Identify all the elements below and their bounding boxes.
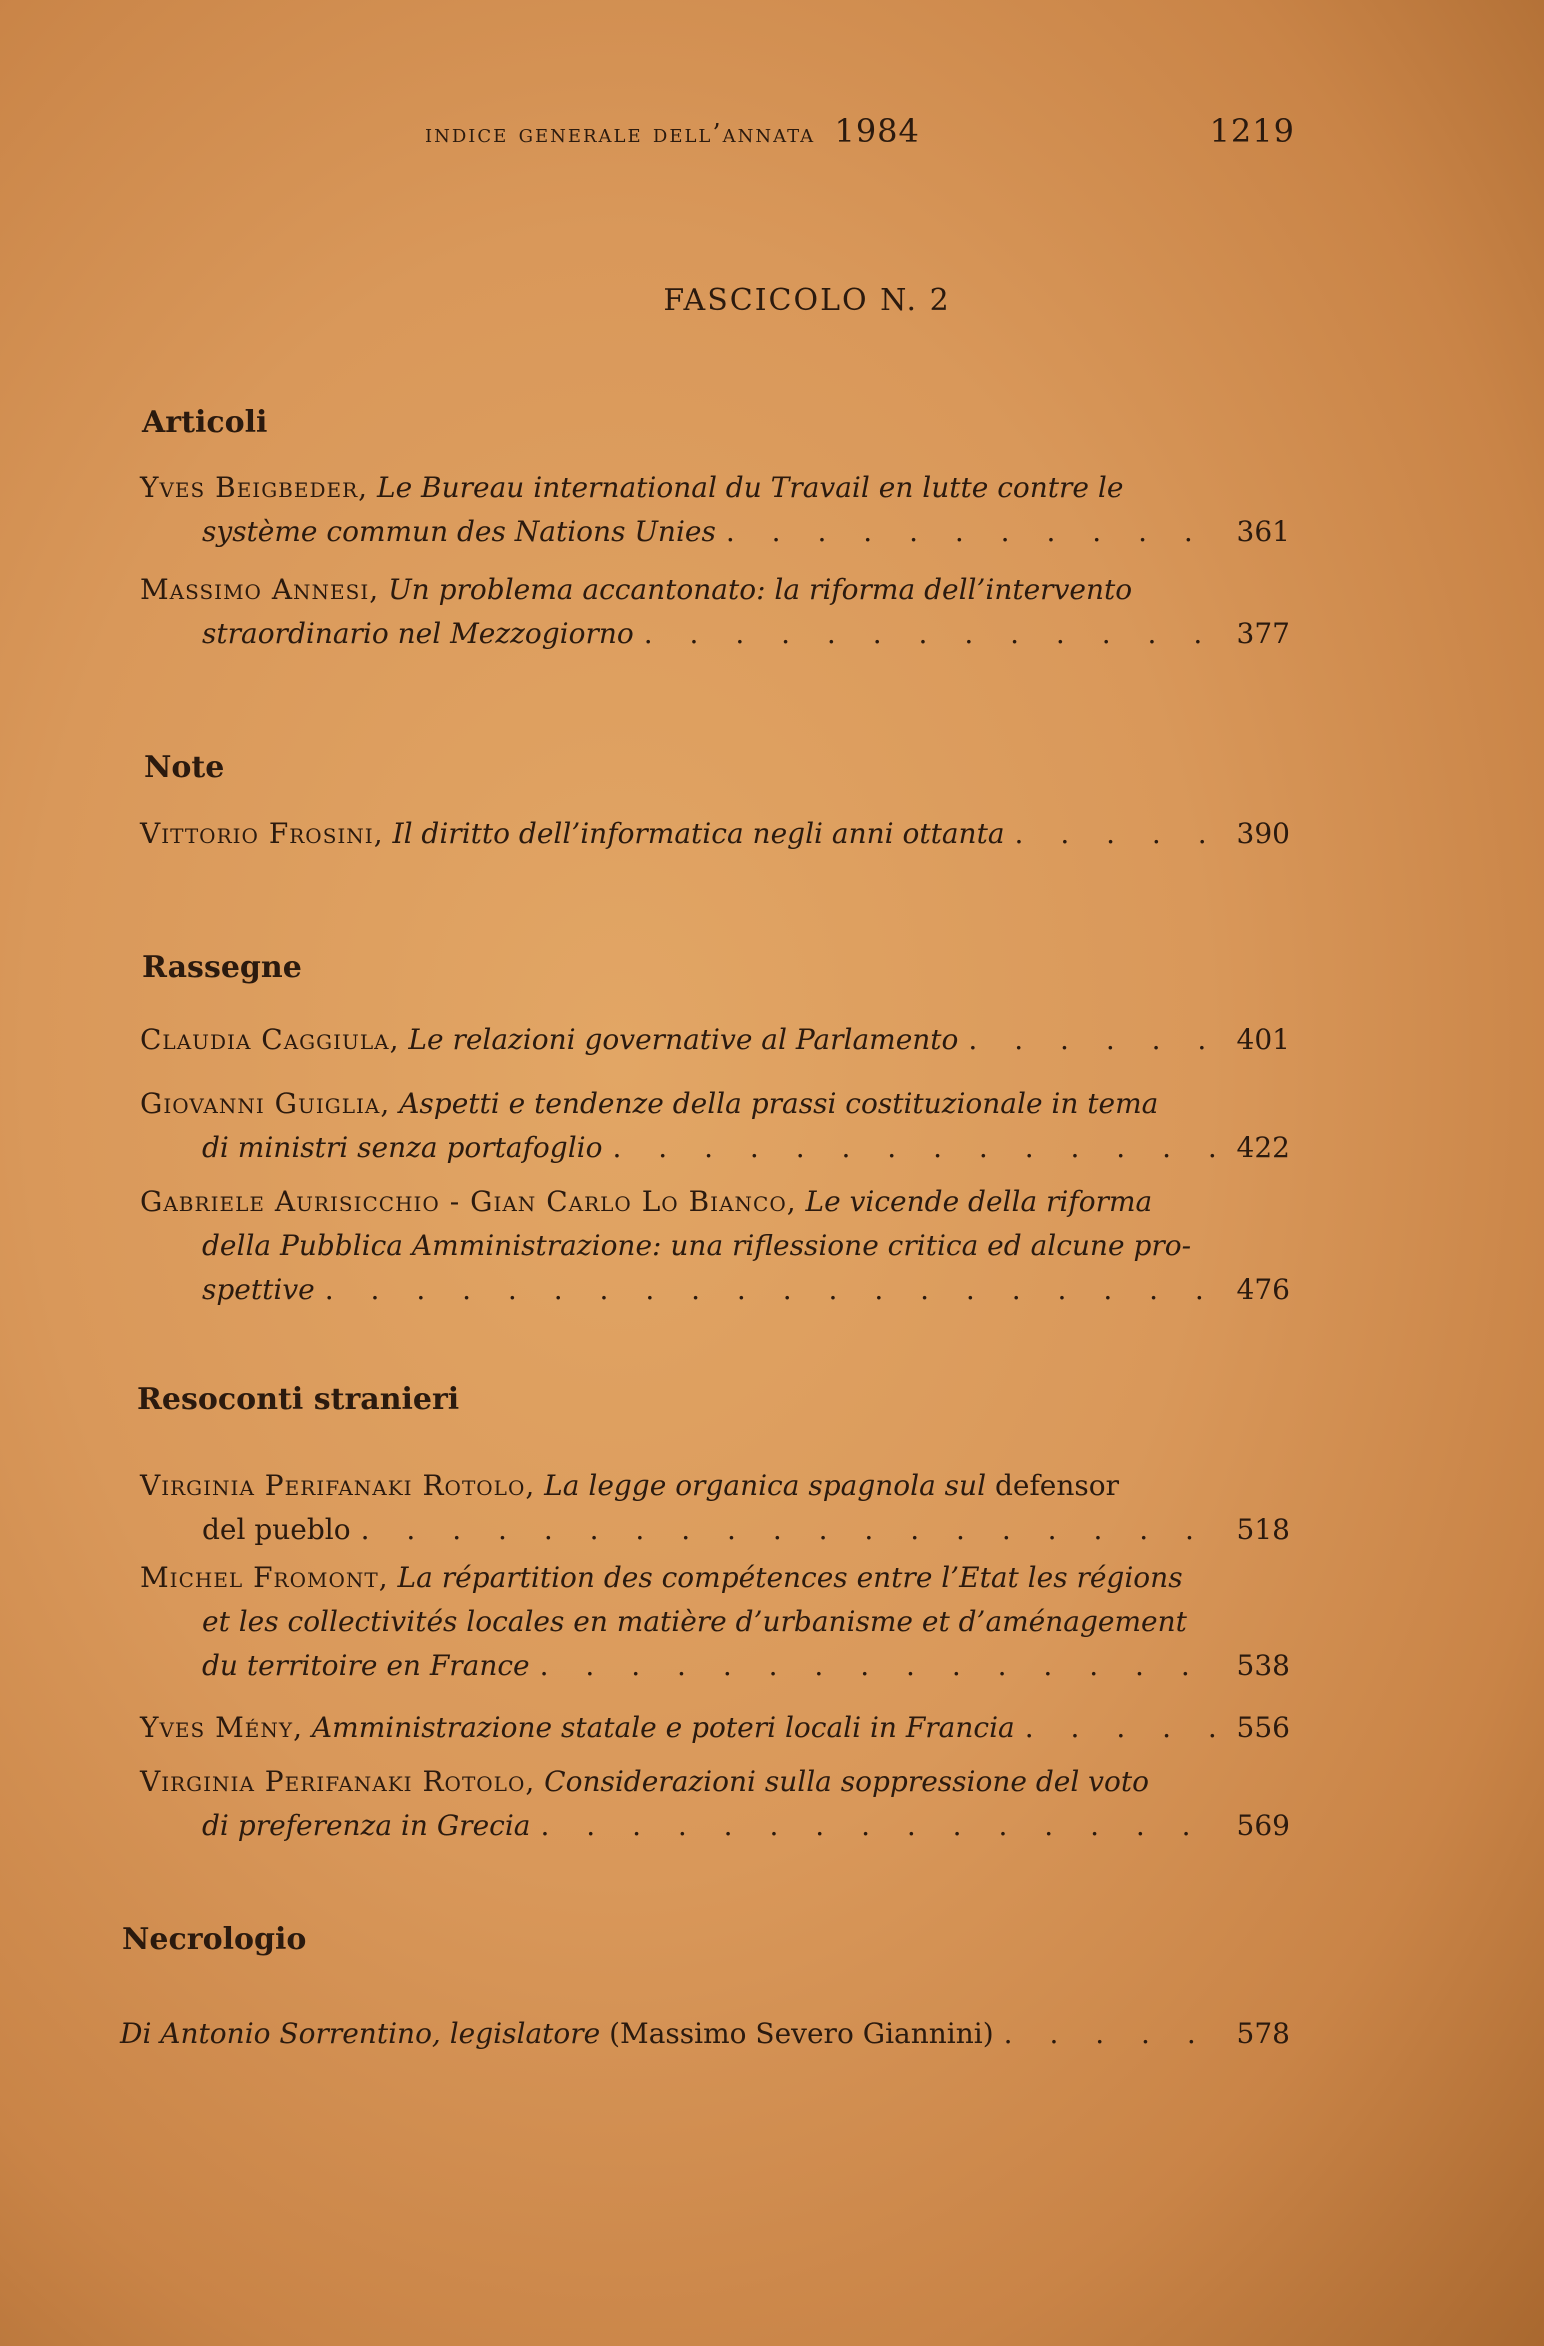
entry-title-cont: di preferenza in Grecia <box>202 1809 531 1842</box>
toc-entry <box>140 466 1290 554</box>
entry-page: 422 <box>1236 1131 1290 1164</box>
dot-leader <box>1025 1706 1220 1750</box>
dot-leader <box>644 612 1220 656</box>
entry-author: Michel Fromont, <box>140 1561 389 1594</box>
dot-leader <box>325 1268 1220 1312</box>
entry-page: 377 <box>1236 617 1290 650</box>
running-head-year: 1984 <box>834 112 920 150</box>
toc-entry <box>120 2012 1290 2056</box>
entry-page: 401 <box>1236 1023 1290 1056</box>
section-heading-resoconti-stranieri: Resoconti stranieri <box>137 1382 460 1417</box>
section-heading-note: Note <box>144 750 225 785</box>
entry-title: Aspetti e tendenze della prassi costituzionale in tema <box>399 1087 1159 1120</box>
toc-entry <box>140 1018 1290 1062</box>
entry-title-cont: du territoire en France <box>202 1649 530 1682</box>
entry-title-cont: della Pubblica Amministrazione: una riflessione critica ed alcune pro- <box>202 1229 1192 1262</box>
entry-author: Virginia Perifanaki Rotolo, <box>140 1765 536 1798</box>
entry-title-plain: defensor <box>994 1469 1120 1502</box>
entry-title: Considerazioni sulla soppressione del voto <box>544 1765 1149 1798</box>
toc-entry <box>140 1760 1290 1848</box>
entry-title: Le vicende della riforma <box>805 1185 1153 1218</box>
entry-title: Un problema accantonato: la riforma dell’intervento <box>388 573 1133 606</box>
dot-leader <box>726 510 1220 554</box>
running-head-title: indice generale dell’annata <box>425 119 816 149</box>
entry-title: Il diritto dell’informatica negli anni ottanta <box>392 817 1005 850</box>
fascicolo-heading: FASCICOLO N. 2 <box>663 283 951 318</box>
entry-title: La legge organica spagnola sul <box>544 1469 987 1502</box>
entry-author-paren: (Massimo Severo Giannini) <box>609 2017 994 2050</box>
entry-title: Di Antonio Sorrentino, legislatore <box>120 2017 601 2050</box>
toc-entry <box>140 1706 1290 1750</box>
entry-page: 361 <box>1236 515 1290 548</box>
toc-entry <box>140 1556 1290 1688</box>
entry-title: Amministrazione statale e poteri locali in Francia <box>311 1711 1015 1744</box>
entry-title: La répartition des compétences entre l’Etat les régions <box>397 1561 1183 1594</box>
dot-leader <box>1015 812 1220 856</box>
entry-title: Le Bureau international du Travail en lutte contre le <box>376 471 1124 504</box>
entry-title-cont: système commun des Nations Unies <box>202 515 716 548</box>
entry-title-cont: di ministri senza portafoglio <box>202 1131 603 1164</box>
dot-leader <box>540 1804 1220 1848</box>
entry-title-cont: et les collectivités locales en matière d’urbanisme et d’aménagement <box>202 1605 1187 1638</box>
dot-leader <box>612 1126 1220 1170</box>
toc-entry <box>140 812 1290 856</box>
page-number: 1219 <box>1209 112 1295 150</box>
dot-leader <box>540 1644 1220 1688</box>
section-heading-rassegne: Rassegne <box>142 950 302 985</box>
dot-leader <box>968 1018 1220 1062</box>
entry-author: Claudia Caggiula, <box>140 1023 400 1056</box>
entry-page: 390 <box>1236 817 1290 850</box>
toc-entry <box>140 568 1290 656</box>
running-head <box>425 112 1295 150</box>
entry-title: Le relazioni governative al Parlamento <box>408 1023 959 1056</box>
dot-leader <box>361 1508 1220 1552</box>
dot-leader <box>1004 2012 1220 2056</box>
entry-title-cont: straordinario nel Mezzogiorno <box>202 617 634 650</box>
entry-author: Yves Beigbeder, <box>140 471 369 504</box>
entry-page: 476 <box>1236 1273 1290 1306</box>
entry-page: 518 <box>1236 1513 1290 1546</box>
entry-page: 538 <box>1236 1649 1290 1682</box>
entry-page: 569 <box>1236 1809 1290 1842</box>
entry-page: 578 <box>1236 2017 1290 2050</box>
entry-author: Massimo Annesi, <box>140 573 380 606</box>
entry-page: 556 <box>1236 1711 1290 1744</box>
section-heading-necrologio: Necrologio <box>122 1922 307 1957</box>
toc-entry <box>140 1180 1290 1312</box>
section-heading-articoli: Articoli <box>142 405 268 440</box>
entry-author: Gabriele Aurisicchio - Gian Carlo Lo Bianco, <box>140 1185 797 1218</box>
entry-author: Vittorio Frosini, <box>140 817 384 850</box>
entry-author: Virginia Perifanaki Rotolo, <box>140 1469 536 1502</box>
entry-title-cont: del pueblo <box>202 1513 351 1546</box>
entry-title-cont: spettive <box>202 1273 315 1306</box>
entry-author: Yves Mény, <box>140 1711 304 1744</box>
toc-entry <box>140 1464 1290 1552</box>
entry-author: Giovanni Guiglia, <box>140 1087 391 1120</box>
toc-entry <box>140 1082 1290 1170</box>
